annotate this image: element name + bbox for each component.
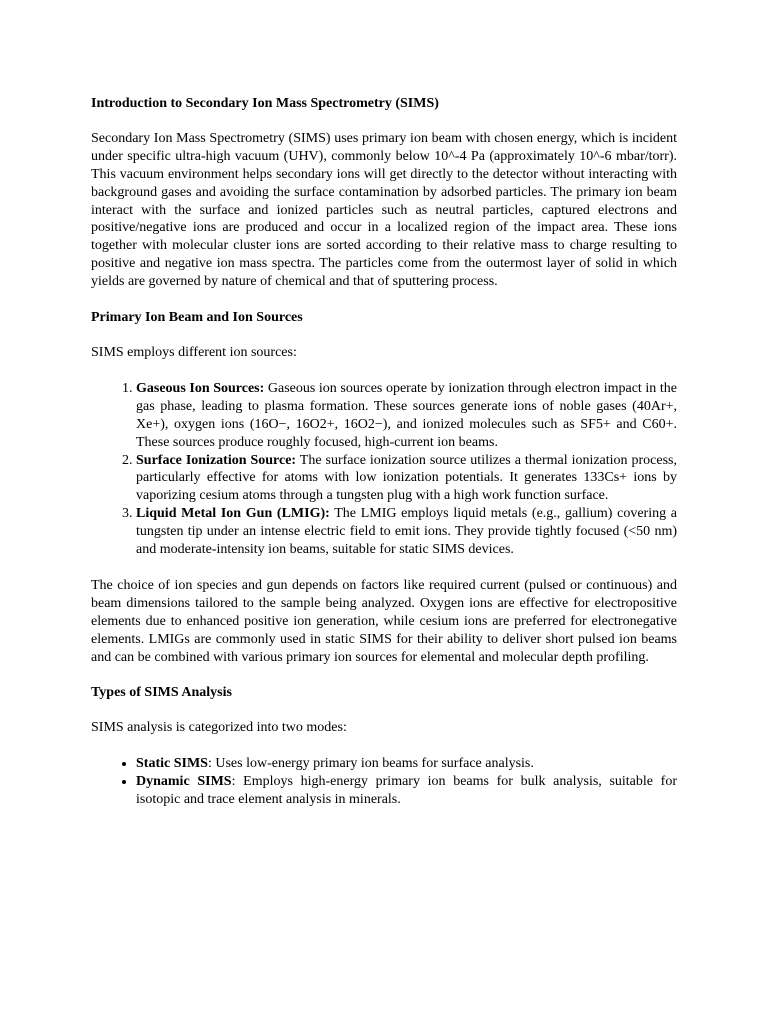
list-item [136, 505, 677, 559]
ion-sources-intro: SIMS employs different ion sources: [91, 344, 297, 360]
list-item [136, 755, 677, 773]
introduction-paragraph: Secondary Ion Mass Spectrometry (SIMS) uses primary ion beam with chosen energy, which is incident under specific ultra-high vacuum (UHV), commonly below 10^-4 Pa (approximately 10^-6 mbar/torr). This vacuum environment helps secondary ions will get directly to the detector without interacting with background gases and avoiding the surface contamination by adsorbed particles. The primary ion beam interact with the surface and ionized particles such as neutral particles, captured electrons and positive/negative ions are produced and occur in a localized region of the impact area. These ions together with molecular cluster ions are sorted according to their relative mass to charge resulting to positive and negative ion mass spectra. The particles come from the outermost layer of solid in which yields are governed by nature of chemical and that of sputtering process. [91, 130, 677, 290]
section-heading-ion-sources: Primary Ion Beam and Ion Sources [91, 310, 303, 326]
list-item [136, 452, 677, 506]
list-item [136, 380, 677, 452]
list-item-term: Surface Ionization Source: [136, 452, 297, 468]
list-item-term: Liquid Metal Ion Gun (LMIG): [136, 506, 330, 522]
list-item-text: : Uses low-energy primary ion beams for surface analysis. [207, 756, 534, 772]
section-heading-analysis-types: Types of SIMS Analysis [91, 685, 232, 701]
ion-species-paragraph: The choice of ion species and gun depends on factors like required current (pulsed or continuous) and beam dimensions tailored to the sample being analyzed. Oxygen ions are effective for electropositive elements due to enhanced positive ion generation, while cesium ions are preferred for electronegative elements. LMIGs are commonly used in static SIMS for their ability to deliver short pulsed ion beams and can be combined with various primary ion sources for elemental and molecular depth profiling. [91, 577, 677, 665]
list-item-term: Dynamic SIMS [136, 774, 232, 790]
list-item-term: Static SIMS [136, 756, 208, 772]
section-heading-introduction: Introduction to Secondary Ion Mass Spectrometry (SIMS) [91, 96, 439, 111]
list-item-term: Gaseous Ion Sources: [136, 380, 265, 396]
list-item-text: Gaseous ion sources operate by ionization through electron impact in the gas phase, leading to plasma formation. These sources generate ions of noble gases (40Ar+, Xe+), oxygen ions (16O−, 16O2+, 16O2−), and ionized molecules such as SF5+ and C60+. These sources produce roughly focused, high-current ion beams. [136, 380, 678, 450]
list-item [136, 773, 677, 809]
ion-sources-list [91, 380, 677, 559]
list-item-text: : Employs high-energy primary ion beams for bulk analysis, suitable for isotopic and trace element analysis in minerals. [136, 774, 677, 808]
analysis-types-intro: SIMS analysis is categorized into two modes: [91, 720, 347, 736]
analysis-modes-list [91, 755, 677, 809]
list-item-text: The surface ionization source utilizes a thermal ionization process, particularly effective for atoms with low ionization potentials. It generates 133Cs+ ions by vaporizing cesium atoms through a tungsten plug with a high work function surface. [136, 452, 677, 504]
list-item-text: The LMIG employs liquid metals (e.g., gallium) covering a tungsten tip under an intense electric field to emit ions. They provide tightly focused (<50 nm) and moderate-intensity ion beams, suitable for static SIMS devices. [136, 506, 677, 558]
